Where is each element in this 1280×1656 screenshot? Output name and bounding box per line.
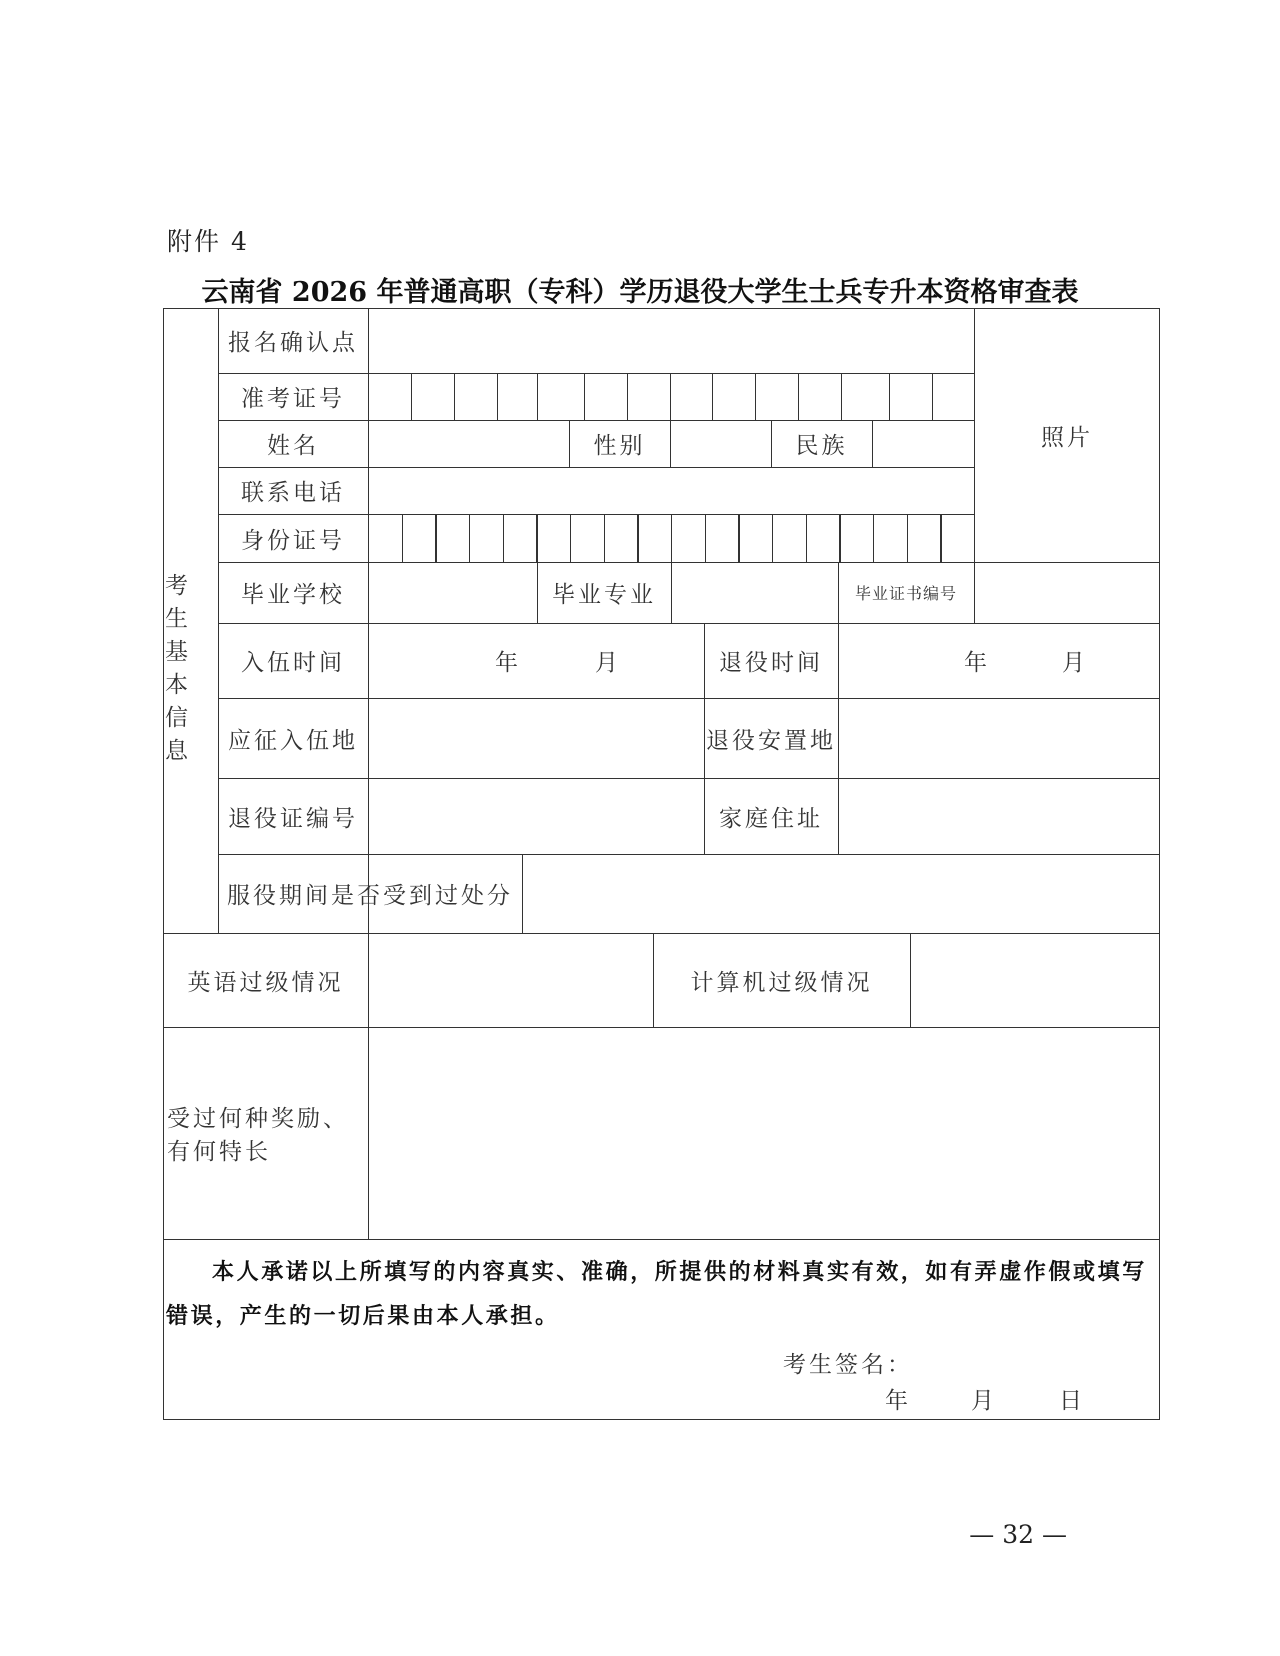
id-number-digit-cell[interactable]: [772, 514, 806, 562]
english-level-field[interactable]: [368, 933, 653, 1027]
sign-year-unit: 年: [885, 1387, 911, 1414]
qualification-form: [163, 308, 1160, 1420]
label-english-level: 英语过级情况: [187, 969, 344, 996]
label-diploma-number: 毕业证书编号: [854, 584, 957, 603]
exam-number-digit-cell[interactable]: [755, 373, 798, 420]
grid-line-v: [163, 308, 164, 1420]
label-graduate-major: 毕业专业: [552, 582, 656, 608]
form-title: 云南省 2026 年普通高职（专科）学历退役大学生士兵专升本资格审查表: [201, 277, 1079, 308]
id-number-digit-cell[interactable]: [402, 514, 436, 562]
label-awards: 受过何种奖励、有何特长: [167, 1106, 349, 1165]
id-number-digit-cell[interactable]: [839, 514, 873, 562]
label-enlist-time: 入伍时间: [241, 650, 345, 676]
id-number-digit-cell[interactable]: [705, 514, 739, 562]
id-number-digit-cell[interactable]: [570, 514, 604, 562]
exam-number-digit-cell[interactable]: [537, 373, 584, 420]
home-address-field[interactable]: [838, 778, 1160, 854]
exam-number-digit-cell[interactable]: [411, 373, 454, 420]
label-gender: 性别: [593, 433, 646, 459]
attachment-label: 附件 4: [167, 227, 249, 256]
awards-field[interactable]: [368, 1027, 1160, 1239]
label-confirm-point: 报名确认点: [228, 330, 358, 356]
label-phone: 联系电话: [241, 480, 345, 506]
computer-level-field[interactable]: [910, 933, 1160, 1027]
grid-line-h: [163, 1419, 1160, 1420]
resettle-place-field[interactable]: [838, 698, 1160, 778]
exam-number-digit-cell[interactable]: [798, 373, 841, 420]
id-number-digit-cell[interactable]: [806, 514, 840, 562]
label-enlist-place: 应征入伍地: [228, 727, 358, 754]
graduate-major-field[interactable]: [671, 562, 838, 623]
label-signature: 考生签名：: [783, 1351, 913, 1378]
ethnicity-field[interactable]: [872, 420, 974, 467]
exam-number-digit-cell[interactable]: [670, 373, 712, 420]
pledge-body: 本人承诺以上所填写的内容真实、准确，所提供的材料真实有效，如有弄虚作假或填写错误，产生的一切后果由本人承担。: [166, 1259, 1147, 1329]
sign-day-unit: 日: [1059, 1387, 1085, 1414]
graduate-school-field[interactable]: [368, 562, 537, 623]
discipline-field[interactable]: [522, 854, 1160, 933]
label-computer-level: 计算机过级情况: [690, 969, 873, 996]
label-discharge-cert: 退役证编号: [228, 805, 358, 832]
confirm-point-field[interactable]: [368, 308, 974, 373]
id-number-digit-cell[interactable]: [907, 514, 941, 562]
id-number-digit-cell[interactable]: [368, 514, 402, 562]
label-id-number: 身份证号: [241, 527, 345, 554]
id-number-digit-cell[interactable]: [536, 514, 570, 562]
name-field[interactable]: [368, 420, 569, 467]
label-resettle-place: 退役安置地: [706, 727, 836, 754]
discharge-cert-field[interactable]: [368, 778, 704, 854]
exam-number-digit-cell[interactable]: [712, 373, 755, 420]
id-number-digit-cell[interactable]: [873, 514, 907, 562]
discharge-time-field[interactable]: [838, 623, 1160, 698]
id-number-digit-cell[interactable]: [503, 514, 537, 562]
enlist-month-unit: 月: [595, 650, 621, 676]
photo-box[interactable]: 照片: [1041, 424, 1093, 451]
signature-field[interactable]: [913, 1342, 1143, 1380]
id-number-digit-cell[interactable]: [738, 514, 772, 562]
gender-field[interactable]: [670, 420, 771, 467]
id-number-digit-cell[interactable]: [671, 514, 705, 562]
discharge-year-unit: 年: [964, 650, 990, 676]
grid-line-h: [163, 1239, 1160, 1240]
exam-number-digit-cell[interactable]: [584, 373, 627, 420]
label-graduate-school: 毕业学校: [241, 582, 345, 608]
id-number-digit-cell[interactable]: [469, 514, 503, 562]
discharge-month-unit: 月: [1062, 650, 1088, 676]
label-discipline: 服役期间是否受到过处分: [227, 883, 513, 909]
phone-field[interactable]: [368, 467, 974, 514]
diploma-number-field[interactable]: [974, 562, 1160, 623]
exam-number-digit-cell[interactable]: [889, 373, 932, 420]
exam-number-digit-cell[interactable]: [454, 373, 497, 420]
label-exam-number: 准考证号: [241, 386, 345, 412]
label-ethnicity: 民族: [795, 433, 848, 459]
exam-number-digit-cell[interactable]: [368, 373, 411, 420]
exam-number-digit-cell[interactable]: [841, 373, 889, 420]
enlist-place-field[interactable]: [368, 698, 704, 778]
sign-month-unit: 月: [971, 1387, 997, 1414]
section-label-basic-info: 考生基本信息: [165, 573, 193, 764]
enlist-year-unit: 年: [495, 650, 521, 676]
id-number-digit-cell[interactable]: [637, 514, 671, 562]
label-home-address: 家庭住址: [719, 805, 823, 832]
id-number-digit-cell[interactable]: [435, 514, 469, 562]
exam-number-digit-cell[interactable]: [497, 373, 537, 420]
id-number-digit-cell[interactable]: [940, 514, 974, 562]
id-number-digit-cell[interactable]: [604, 514, 638, 562]
enlist-time-field[interactable]: [368, 623, 704, 698]
label-name: 姓名: [267, 433, 319, 459]
label-discharge-time: 退役时间: [719, 650, 823, 676]
pledge-text: [166, 1250, 1156, 1338]
page-number: — 32 —: [969, 1520, 1067, 1549]
exam-number-digit-cell[interactable]: [932, 373, 974, 420]
exam-number-digit-cell[interactable]: [627, 373, 670, 420]
